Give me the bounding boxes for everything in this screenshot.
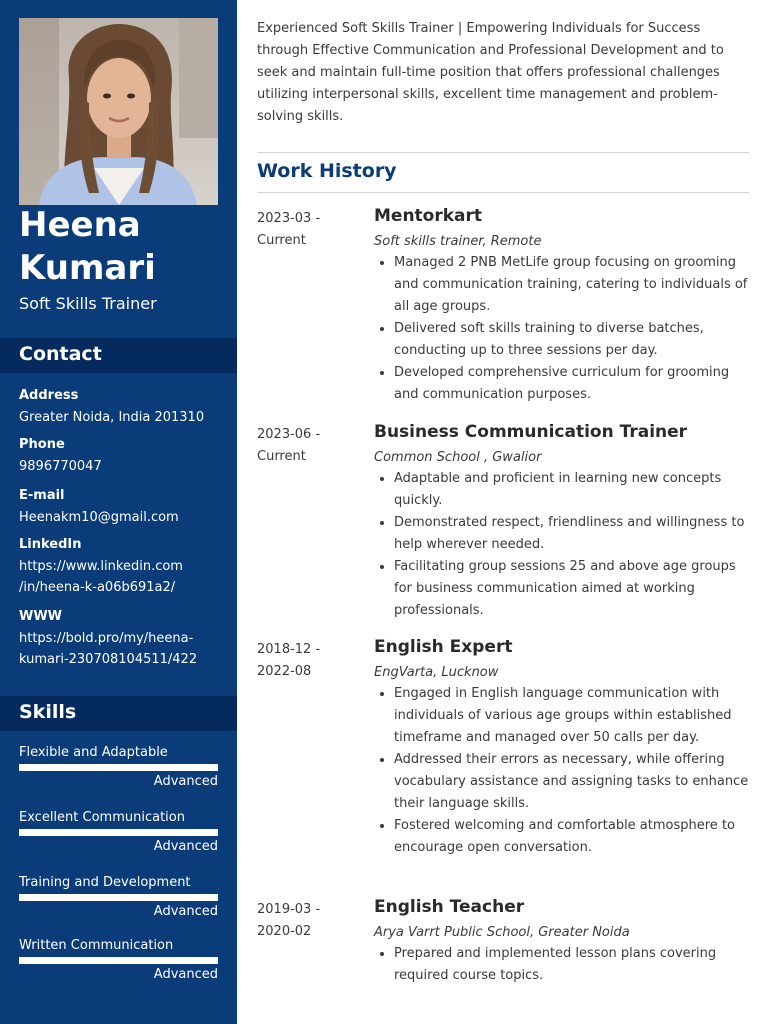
skill-item: [19, 875, 218, 920]
job-company: EngVarta, Lucknow: [374, 665, 499, 680]
job-details: [374, 420, 749, 622]
skill-item: [19, 745, 218, 790]
skill-level: Advanced: [153, 774, 218, 789]
contact-heading: Contact: [19, 343, 102, 365]
job-date-start: 2019-03 -: [257, 902, 321, 917]
job-bullet: • Demonstrated respect, friendliness and willingness to help wherever needed.: [394, 512, 749, 556]
skill-bar-fill: [19, 894, 218, 901]
job-date-end: 2020-02: [257, 924, 312, 939]
job-details: [374, 635, 749, 859]
skill-bar-fill: [19, 829, 218, 836]
job-title: English Teacher: [374, 897, 525, 917]
job-title: Soft Skills Trainer: [19, 294, 157, 313]
job-title: English Expert: [374, 637, 513, 657]
job-bullets: [374, 252, 749, 406]
profile-photo: [19, 18, 218, 205]
divider: [257, 192, 749, 193]
last-name: Kumari: [19, 248, 156, 288]
job-details: [374, 895, 749, 987]
skill-bar: [19, 764, 218, 771]
job-dates: [257, 208, 357, 252]
job-bullet: • Fostered welcoming and comfortable atmosphere to encourage open conversation.: [394, 815, 749, 859]
job-date-end: 2022-08: [257, 664, 312, 679]
work-history-heading: Work History: [257, 160, 397, 182]
email-label: E-mail: [19, 488, 65, 503]
job-bullets: [374, 943, 749, 987]
linkedin-link[interactable]: [19, 556, 229, 598]
professional-summary: Experienced Soft Skills Trainer | Empowering Individuals for Success through Effective Communication and Professional Development and to seek and maintain full-time position that offers professional challenges utilizing interpersonal skills, excellent time management and problem-solving skills.: [257, 21, 724, 124]
job-bullet: • Managed 2 PNB MetLife group focusing on grooming and communication training, catering to individuals of all age groups.: [394, 252, 749, 318]
job-date-start: 2023-06 -: [257, 427, 321, 442]
skill-bar: [19, 894, 218, 901]
linkedin-line-2: /in/heena-k-a06b691a2/: [19, 580, 176, 595]
www-link[interactable]: [19, 628, 229, 670]
job-bullet: • Addressed their errors as necessary, while offering vocabulary assistance and assigning tasks to enhance their language skills.: [394, 749, 749, 815]
phone-value: 9896770047: [19, 459, 102, 474]
job-bullets: [374, 683, 749, 859]
address-label: Address: [19, 388, 79, 403]
skill-bar: [19, 957, 218, 964]
contact-heading-bar: [0, 338, 237, 373]
job-bullet: • Prepared and implemented lesson plans covering required course topics.: [394, 943, 749, 987]
job-bullet: • Developed comprehensive curriculum for grooming and communication purposes.: [394, 362, 749, 406]
linkedin-label: LinkedIn: [19, 537, 82, 552]
job-dates: [257, 639, 357, 683]
email-link[interactable]: Heenakm10@gmail.com: [19, 510, 179, 525]
skill-level: Advanced: [153, 904, 218, 919]
skill-item: [19, 938, 218, 983]
www-line-1: https://bold.pro/my/heena-: [19, 631, 194, 646]
skill-bar: [19, 829, 218, 836]
skill-level: Advanced: [153, 839, 218, 854]
job-company: Common School , Gwalior: [374, 450, 542, 465]
skill-name: Training and Development: [19, 875, 191, 890]
skill-name: Written Communication: [19, 938, 174, 953]
job-date-start: 2023-03 -: [257, 211, 321, 226]
skill-name: Flexible and Adaptable: [19, 745, 168, 760]
skill-bar-fill: [19, 764, 218, 771]
linkedin-line-1: https://www.linkedin.com: [19, 559, 183, 574]
skill-level: Advanced: [153, 967, 218, 982]
job-company: Soft skills trainer, Remote: [374, 234, 542, 249]
divider: [257, 152, 749, 153]
job-bullets: [374, 468, 749, 622]
job-date-end: Current: [257, 233, 306, 248]
skill-name: Excellent Communication: [19, 810, 185, 825]
phone-label: Phone: [19, 437, 65, 452]
job-dates: [257, 899, 357, 943]
job-title: Mentorkart: [374, 206, 483, 226]
skill-item: [19, 810, 218, 855]
main-content: [257, 0, 749, 1024]
skill-bar-fill: [19, 957, 218, 964]
first-name: Heena: [19, 205, 141, 245]
job-details: [374, 204, 749, 406]
skills-heading-bar: [0, 696, 237, 731]
job-bullet: • Engaged in English language communication with individuals of various age groups within established timeframe and managed over 50 calls per day.: [394, 683, 749, 749]
job-company: Arya Varrt Public School, Greater Noida: [374, 925, 630, 940]
address-value: Greater Noida, India 201310: [19, 410, 205, 425]
skills-heading: Skills: [19, 701, 77, 723]
job-bullet: • Facilitating group sessions 25 and above age groups for business communication aimed at working professionals.: [394, 556, 749, 622]
job-dates: [257, 424, 357, 468]
job-date-end: Current: [257, 449, 306, 464]
www-line-2: kumari-230708104511/422: [19, 652, 198, 667]
job-bullet: • Delivered soft skills training to diverse batches, conducting up to three sessions per day.: [394, 318, 749, 362]
job-date-start: 2018-12 -: [257, 642, 321, 657]
job-bullet: • Adaptable and proficient in learning new concepts quickly.: [394, 468, 749, 512]
candidate-name: [19, 204, 229, 290]
www-label: WWW: [19, 609, 63, 624]
job-title: Business Communication Trainer: [374, 422, 688, 442]
sidebar: [0, 0, 237, 1024]
